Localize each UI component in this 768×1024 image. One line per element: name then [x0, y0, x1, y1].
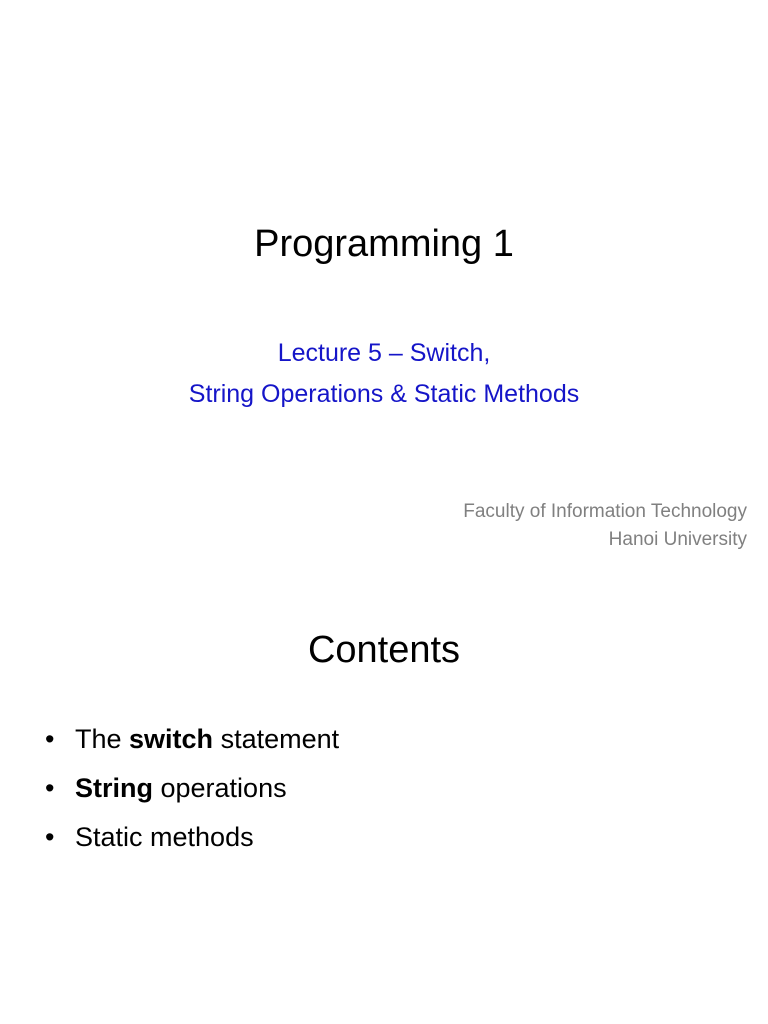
- lecture-subtitle: [0, 333, 768, 415]
- list-item: [45, 813, 339, 862]
- affiliation-university: Hanoi University: [608, 529, 747, 550]
- contents-title: Contents: [307, 629, 461, 671]
- contents-slide: [0, 590, 768, 1024]
- item-prefix: The: [75, 724, 130, 754]
- bullet-icon: •: [45, 822, 55, 852]
- list-item: [45, 715, 339, 764]
- bullet-icon: •: [45, 773, 55, 803]
- affiliation: [463, 498, 747, 554]
- item-prefix: Static methods: [75, 822, 254, 852]
- subtitle-line-1: Lecture 5 – Switch,: [277, 339, 491, 367]
- item-keyword: String: [75, 773, 153, 803]
- item-suffix: operations: [153, 773, 287, 803]
- contents-list: [45, 715, 339, 862]
- affiliation-faculty: Faculty of Information Technology: [463, 501, 747, 522]
- slide-title: Programming 1: [254, 223, 514, 265]
- list-item: [45, 764, 339, 813]
- item-keyword: switch: [129, 724, 214, 754]
- bullet-icon: •: [45, 724, 55, 754]
- subtitle-line-2: String Operations & Static Methods: [188, 380, 580, 408]
- item-suffix: statement: [213, 724, 340, 754]
